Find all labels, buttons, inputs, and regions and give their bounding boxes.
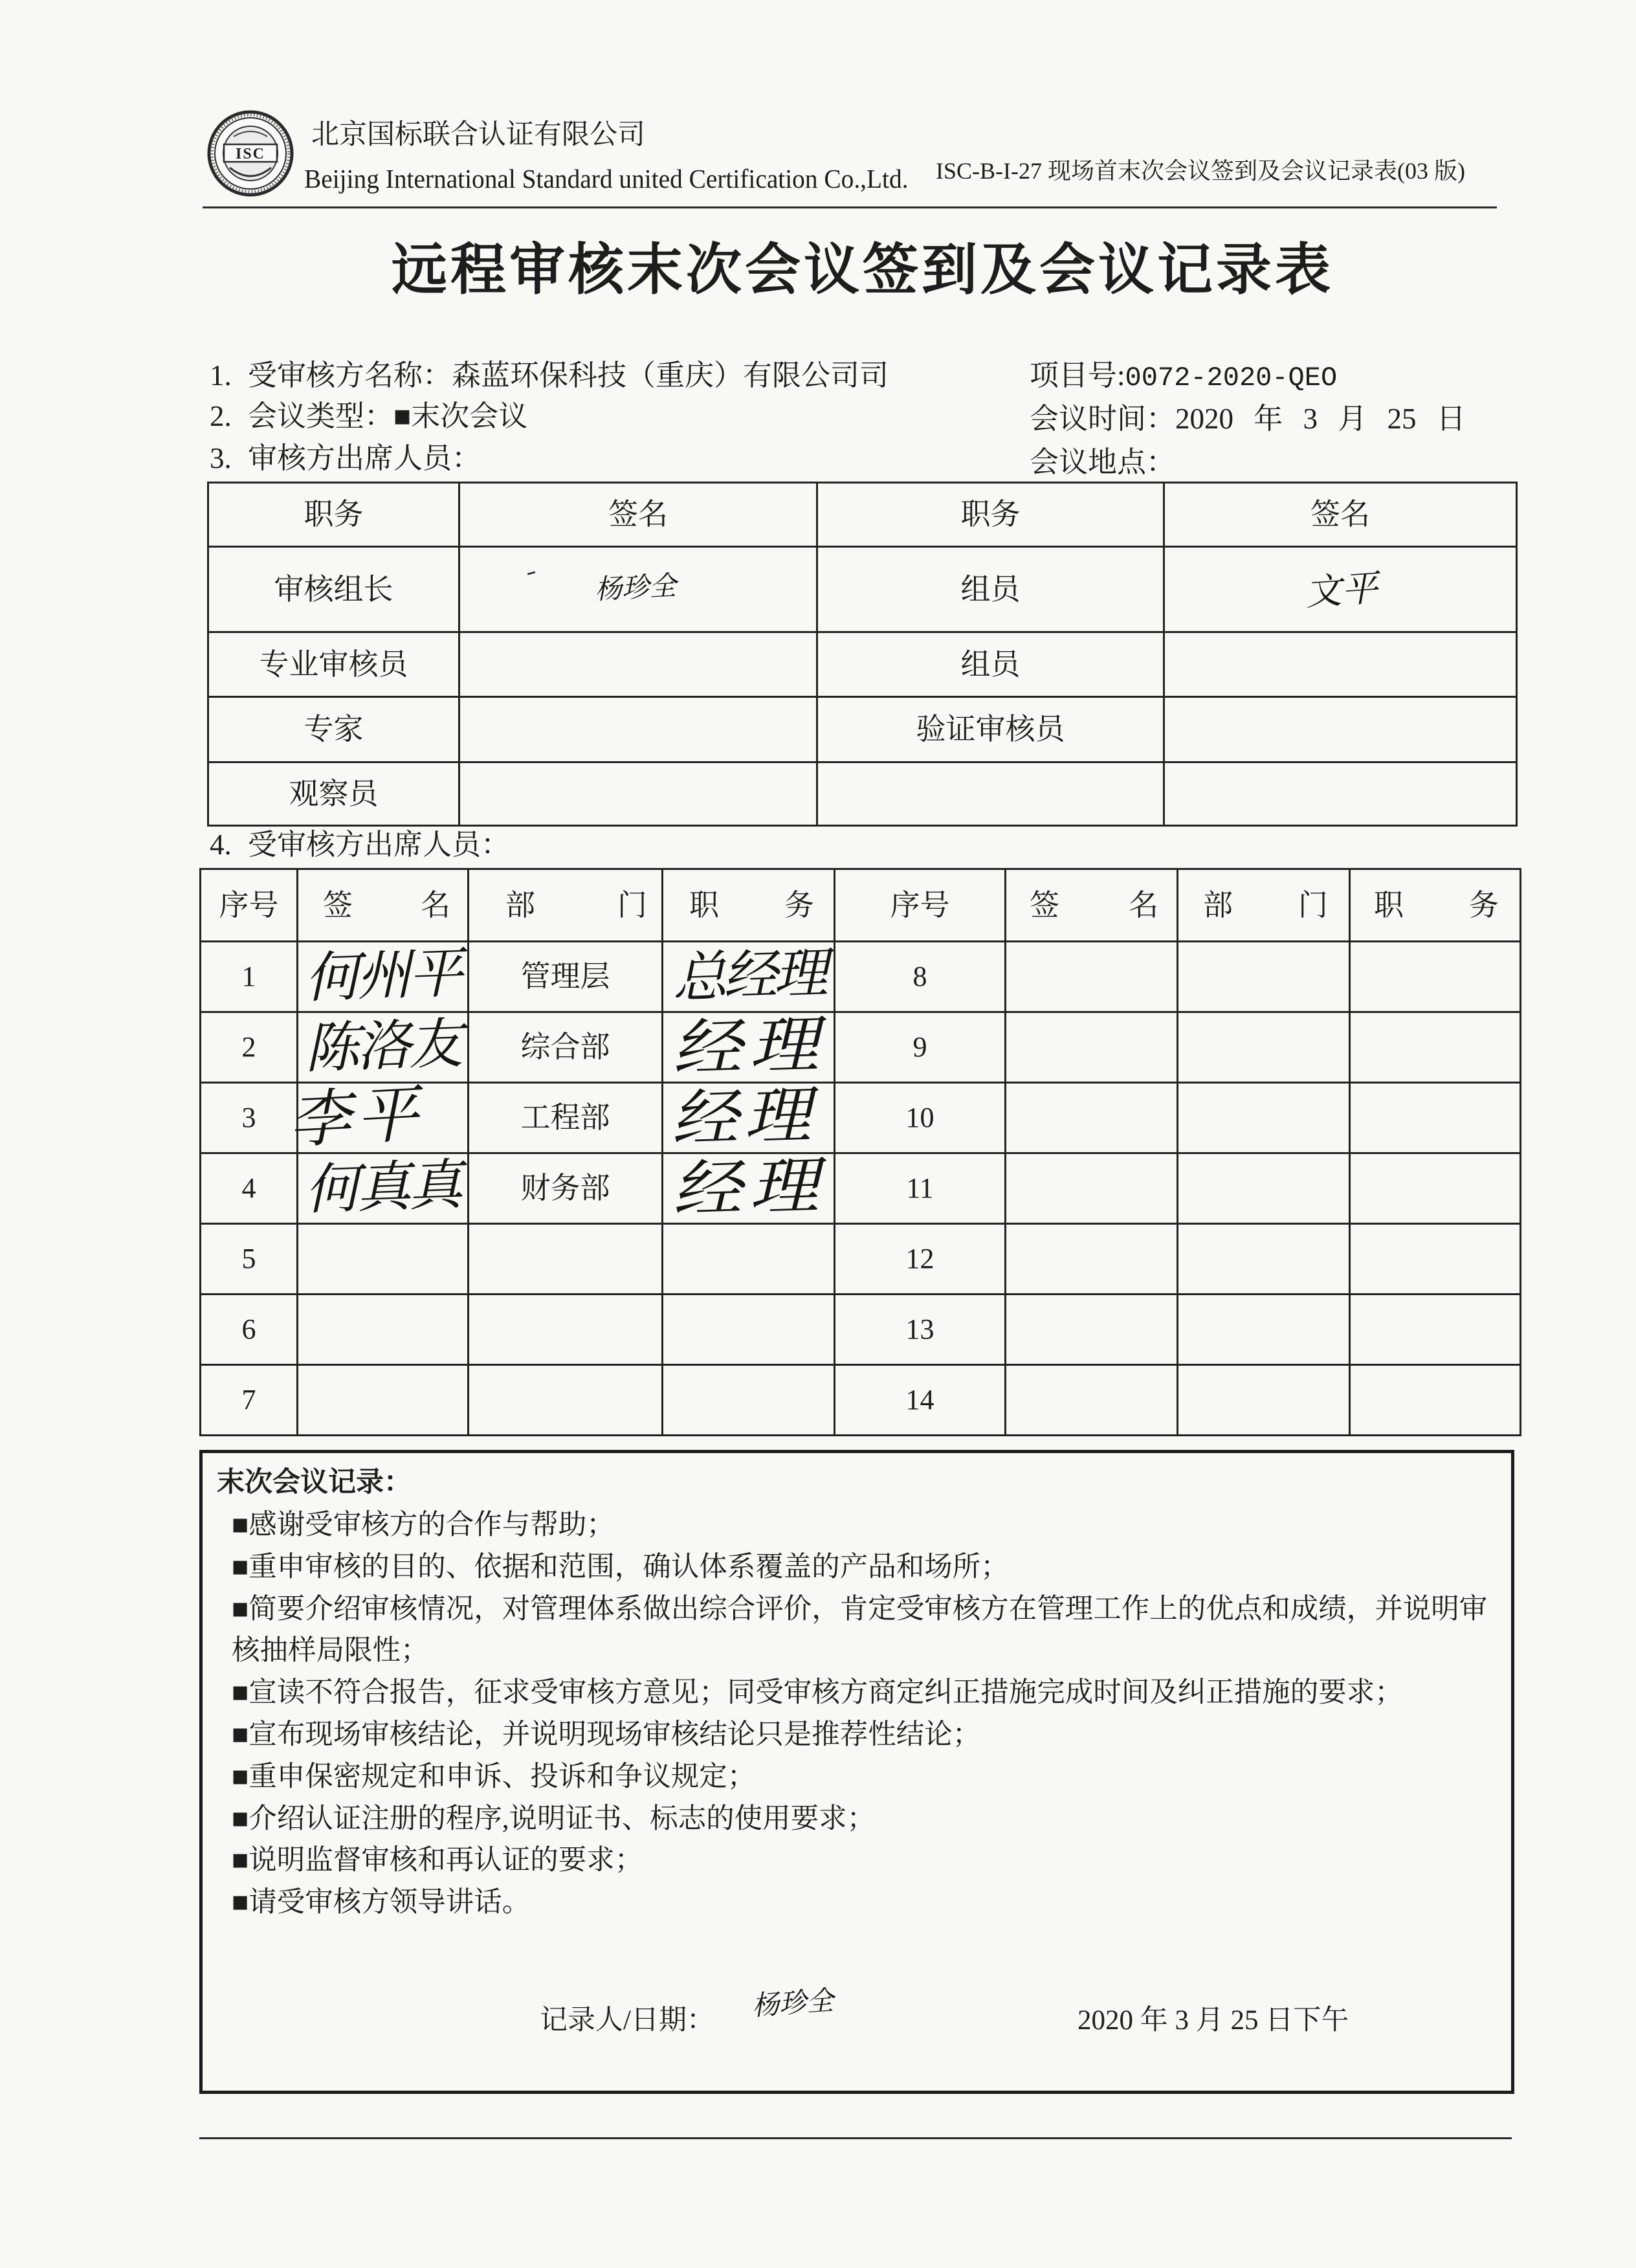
row-number: 5 [201,1224,298,1295]
signature-cell [298,1295,469,1365]
position-cell [1350,1295,1521,1365]
signature-cell [459,762,817,826]
column-header-signature: 签 名 [298,869,469,942]
row-number: 1 [201,942,298,1012]
list-item: ■感谢受审核方的合作与帮助； [232,1509,615,1540]
signature-cell [1006,1083,1178,1153]
role-cell: 专业审核员 [208,632,459,697]
project-number-label: 项目号: [1030,359,1125,392]
handwritten-name: 何真真 [304,1152,462,1222]
project-number-value: 0072-2020-QEO [1125,362,1338,394]
department-cell [469,1295,663,1365]
handwritten-signature: 杨珍全 [593,569,678,605]
signature-cell [298,1012,469,1083]
handwritten-position: 总经理 [671,940,826,1010]
role-cell: 组员 [817,632,1164,697]
signature-cell [1164,547,1517,632]
row-number: 7 [201,1365,298,1436]
table-row [208,547,1517,632]
handwritten-name: 李平 [286,1077,425,1157]
signature-cell [298,942,469,1012]
department-cell [1178,1295,1350,1365]
table-header-row [201,869,1521,942]
column-header-department: 部 门 [1178,869,1350,942]
department-cell [469,1224,663,1295]
list-item: ■说明监督审核和再认证的要求； [232,1845,643,1876]
position-cell [663,1078,835,1156]
table-row [208,632,1517,697]
company-name-en: Beijing International Standard united Certification Co.,Ltd. [304,164,909,194]
meeting-record-items [232,1504,1507,1924]
meeting-record-heading: 末次会议记录： [217,1466,412,1498]
column-header-position: 职 务 [1350,869,1521,942]
recorder-date: 2020 年 3 月 25 日下午 [1078,2005,1349,2036]
column-header-position: 职 务 [663,869,835,942]
handwritten-name: 陈洛友 [304,1011,462,1081]
signature-cell [298,1365,469,1436]
row-number: 12 [835,1224,1006,1295]
table-row [201,942,1521,1012]
handwritten-position: 经理 [669,1078,817,1156]
signature-cell [1164,697,1517,762]
company-logo [205,108,296,199]
role-cell: 观察员 [208,762,459,826]
meeting-time-value: 2020 年 3 月 25 日 [1175,403,1466,435]
row-number: 11 [835,1153,1006,1224]
meeting-time-line [1030,405,1466,434]
position-cell [663,1365,835,1436]
department-cell: 财务部 [469,1153,663,1224]
position-cell [663,1007,835,1085]
signature-cell [286,1077,469,1157]
department-cell [1178,1083,1350,1153]
signature-cell [298,1153,469,1224]
row-number: 13 [835,1295,1006,1365]
list-item: ■介绍认证注册的程序,说明证书、标志的使用要求； [232,1803,876,1834]
signature-cell [1164,762,1517,826]
handwritten-position: 经理 [670,1148,827,1227]
auditee-name-line [210,361,889,390]
list-item: ■重申保密规定和申诉、投诉和争议规定； [232,1761,756,1792]
position-cell [663,1224,835,1295]
meeting-place-label: 会议地点： [1030,446,1176,478]
handwritten-position: 经理 [670,1007,827,1085]
department-cell: 综合部 [469,1012,663,1083]
handwritten-signature: 文平 [1303,566,1380,614]
column-header-number: 序号 [201,869,298,942]
row-number: 4 [201,1153,298,1224]
handwritten-name: 何州平 [304,940,462,1010]
table-row [201,1365,1521,1436]
row-number: 10 [835,1083,1006,1153]
signature-cell [459,697,817,762]
handwritten-signature: 杨珍全 [751,1984,835,2022]
position-cell [1350,942,1521,1012]
auditor-attendees-label: 3. 审核方出席人员： [210,442,481,474]
company-name-cn: 北京国标联合认证有限公司 [311,120,645,150]
department-cell [1178,1153,1350,1224]
table-row [208,762,1517,826]
column-header-role: 职务 [817,483,1164,547]
signature-cell [1006,1012,1178,1083]
position-cell [1350,1224,1521,1295]
list-item: ■简要介绍审核情况，对管理体系做出综合评价，肯定受审核方在管理工作上的优点和成绩，并说明审核抽样局限性； [232,1593,1488,1667]
project-number-line [1030,361,1337,392]
list-item: ■请受审核方领导讲话。 [232,1887,531,1918]
role-cell: 组员 [817,547,1164,632]
signature-cell [298,1224,469,1295]
table-row [201,1083,1521,1153]
position-cell [663,1295,835,1365]
department-cell [1178,1365,1350,1436]
signature-cell [1006,1224,1178,1295]
department-cell: 工程部 [469,1083,663,1153]
page-title: 远程审核末次会议签到及会议记录表 [392,239,1334,301]
department-cell [1178,1224,1350,1295]
position-cell [1350,1153,1521,1224]
logo-lettering: ISC [235,146,266,162]
table-row [201,1224,1521,1295]
column-header-role: 职务 [208,483,459,547]
table-header-row [208,483,1517,547]
department-cell [469,1365,663,1436]
row-number: 6 [201,1295,298,1365]
column-header-signature: 签名 [1164,483,1517,547]
auditee-attendees-label: 4. 受审核方出席人员： [210,828,511,861]
auditee-name-value: 森蓝环保科技（重庆）有限公司司 [452,359,889,392]
table-row [201,1012,1521,1083]
table-row [201,1153,1521,1224]
row-number: 3 [201,1083,298,1153]
list-item: ■宣读不符合报告，征求受审核方意见；同受审核方商定纠正措施完成时间及纠正措施的要求； [232,1677,1403,1709]
footer-divider [199,2137,1512,2139]
list-item: ■宣布现场审核结论，并说明现场审核结论只是推荐性结论； [232,1718,981,1750]
column-header-number: 序号 [835,869,1006,942]
meeting-type-line [210,402,527,431]
position-cell [1350,1365,1521,1436]
signature-cell [459,547,817,632]
column-header-signature: 签 名 [1006,869,1178,942]
signature-cell [1006,942,1178,1012]
header-divider [203,206,1497,208]
column-header-department: 部 门 [469,869,663,942]
position-cell [663,942,835,1012]
position-cell [663,1148,835,1227]
meeting-type-label: 2. 会议类型： [210,400,394,432]
signature-cell [1006,1295,1178,1365]
role-cell: 专家 [208,697,459,762]
table-row [208,697,1517,762]
role-cell: 审核组长 [208,547,459,632]
department-cell [1178,942,1350,1012]
position-cell [1350,1012,1521,1083]
auditee-name-label: 1. 受审核方名称： [210,359,452,392]
row-number: 9 [835,1012,1006,1083]
meeting-time-label: 会议时间： [1030,403,1176,435]
role-cell: 验证审核员 [817,697,1164,762]
table-row [201,1295,1521,1365]
auditee-attendance-table [199,868,1521,1436]
row-number: 14 [835,1365,1006,1436]
recorder-label: 记录人/日期： [540,2005,714,2036]
auditor-attendance-table [207,482,1518,827]
department-cell [1178,1012,1350,1083]
role-cell [817,762,1164,826]
position-cell [1350,1083,1521,1153]
form-code: ISC-B-I-27 现场首末次会议签到及会议记录表(03 版) [936,158,1465,184]
signature-cell [1006,1365,1178,1436]
column-header-signature: 签名 [459,483,817,547]
signature-cell [1164,632,1517,697]
department-cell: 管理层 [469,942,663,1012]
row-number: 2 [201,1012,298,1083]
list-item: ■重申审核的目的、依据和范围，确认体系覆盖的产品和场所； [232,1551,1009,1583]
signature-cell [1006,1153,1178,1224]
row-number: 8 [835,942,1006,1012]
meeting-type-value: ■末次会议 [393,400,528,432]
recorder-signature-wrap [751,1984,835,2022]
signature-cell [459,632,817,697]
